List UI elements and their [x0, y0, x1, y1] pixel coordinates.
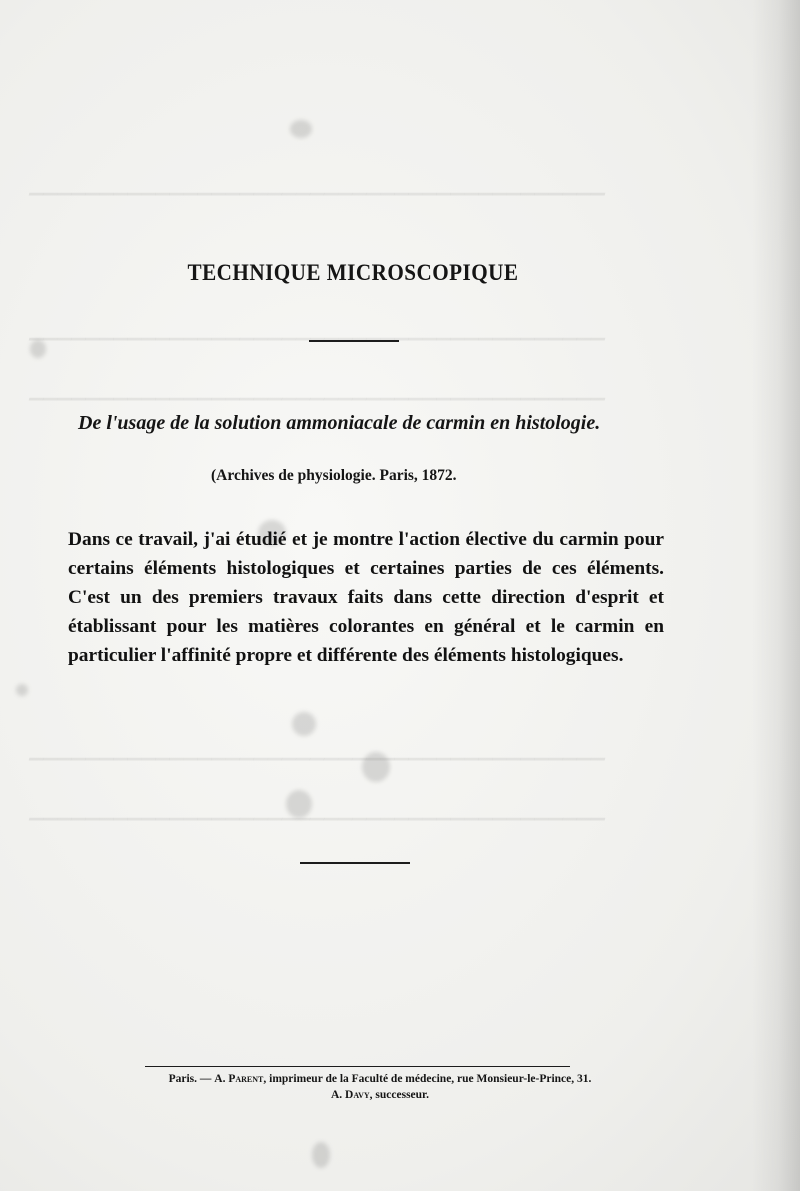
- footer-rule: [145, 1066, 570, 1067]
- article-subtitle: De l'usage de la solution ammoniacale de carmin en histologie.: [78, 412, 601, 434]
- imprint-printer-detail: , imprimeur de la Faculté de médecine, rue Monsieur-le-Prince, 31.: [263, 1073, 592, 1085]
- stain-spot: [290, 120, 312, 138]
- imprint-printer: A. Parent: [214, 1073, 264, 1085]
- show-through-line: ▁▁▁▁▁▁▁▁▁▁▁▁▁▁▁▁▁▁▁▁▁▁▁▁▁▁▁▁▁▁▁▁▁▁▁▁▁▁▁▁▁: [30, 380, 606, 400]
- page-title: TECHNIQUE MICROSCOPIQUE: [187, 260, 519, 285]
- show-through-line: ▁▁▁▁▁▁▁▁▁▁▁▁▁▁▁▁▁▁▁▁▁▁▁▁▁▁▁▁▁▁▁▁▁▁▁▁▁▁▁▁▁: [30, 320, 606, 340]
- printer-imprint: [100, 1071, 660, 1103]
- title-rule: [309, 340, 399, 342]
- body-paragraph: Dans ce travail, j'ai étudié et je montre l'action élective du carmin pour certains éléments histologiques et certaines parties de ces éléments. C'est un des premiers travaux faits dans cette direction d'esprit et établissant pour les matières colorantes en général et le carmin en particulier l'affinité propre et différente des éléments histologiques.: [68, 529, 664, 666]
- imprint-successor: A. Davy: [331, 1089, 370, 1101]
- page-edge-shadow: [752, 0, 800, 1191]
- stain-spot: [292, 712, 316, 736]
- imprint-successor-detail: , successeur.: [369, 1089, 429, 1101]
- publication-source: (Archives de physiologie. Paris, 1872.: [211, 467, 457, 484]
- show-through-line: ▁▁▁▁▁▁▁▁▁▁▁▁▁▁▁▁▁▁▁▁▁▁▁▁▁▁▁▁▁▁▁▁▁▁▁▁▁▁▁▁▁: [30, 740, 606, 760]
- stain-spot: [30, 340, 46, 358]
- imprint-line-2: [100, 1087, 660, 1103]
- show-through-line: ▁▁▁▁▁▁▁▁▁▁▁▁▁▁▁▁▁▁▁▁▁▁▁▁▁▁▁▁▁▁▁▁▁▁▁▁▁▁▁▁▁: [30, 800, 606, 820]
- stain-spot: [312, 1142, 330, 1168]
- imprint-line-1: Paris. — A. Parent, imprimeur de la Faculté de médecine, rue Monsieur-le-Prince, 31.: [168, 1073, 592, 1085]
- closing-rule: [300, 862, 410, 864]
- stain-spot: [286, 790, 312, 818]
- imprint-city: Paris.: [168, 1073, 198, 1085]
- stain-spot: [362, 752, 390, 782]
- stain-spot: [16, 684, 28, 696]
- show-through-line: ▁▁▁▁▁▁▁▁▁▁▁▁▁▁▁▁▁▁▁▁▁▁▁▁▁▁▁▁▁▁▁▁▁▁▁▁▁▁▁▁▁: [30, 175, 606, 195]
